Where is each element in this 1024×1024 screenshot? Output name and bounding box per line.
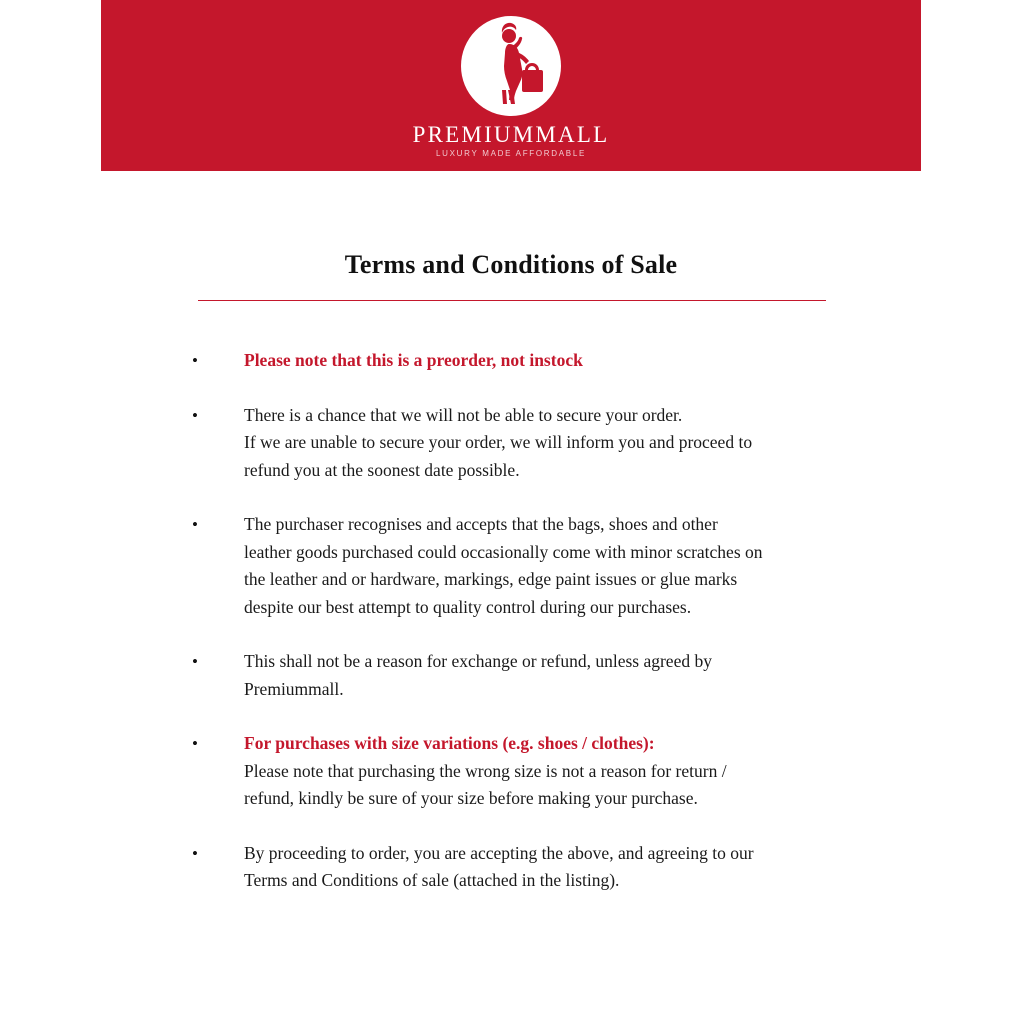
list-item: [190, 730, 870, 813]
brand-tagline: LUXURY MADE AFFORDABLE: [435, 149, 587, 158]
bullet-marker: •: [192, 405, 198, 425]
list-item-line: Please note that this is a preorder, not instock: [244, 350, 583, 370]
list-item-text: [244, 840, 870, 895]
list-item-text: [244, 511, 870, 621]
page-margin-right: [921, 0, 1024, 1024]
list-item-line: refund you at the soonest date possible.: [244, 459, 520, 480]
list-item: [190, 648, 870, 703]
list-item-text: [244, 730, 870, 813]
bullet-marker: •: [192, 515, 198, 534]
woman-with-handbag-icon: [461, 16, 561, 116]
list-item: [190, 840, 870, 895]
list-item-line: By proceeding to order, you are accepting the above, and agreeing to our: [244, 842, 754, 863]
list-item-line: This shall not be a reason for exchange or refund, unless agreed by: [244, 651, 712, 671]
list-item-line: Terms and Conditions of sale (attached in the listing).: [244, 870, 620, 890]
bullet-marker: •: [192, 734, 198, 753]
list-item-text: [244, 402, 870, 485]
list-item-line: The purchaser recognises and accepts that the bags, shoes and other: [244, 514, 718, 534]
brand-name: PREMIUMMALL: [412, 122, 610, 147]
terms-list: [190, 347, 870, 922]
list-item-text: [244, 347, 870, 375]
list-item-line: refund, kindly be sure of your size before making your purchase.: [244, 788, 698, 808]
list-item-line: Premiummall.: [244, 678, 344, 699]
list-item-line: Please note that purchasing the wrong size is not a reason for return /: [244, 760, 727, 781]
list-item: [190, 402, 870, 485]
title-divider: [198, 300, 826, 301]
brand-banner: [101, 0, 921, 171]
bullet-marker: •: [192, 843, 198, 863]
list-item-line: If we are unable to secure your order, we will inform you and proceed to: [244, 432, 753, 452]
list-item-line: despite our best attempt to quality control during our purchases.: [244, 596, 692, 617]
bullet-marker: •: [192, 652, 198, 671]
list-item-text: [244, 648, 870, 703]
brand-logo: [101, 16, 921, 158]
list-item: [190, 511, 870, 621]
list-item-heading: For purchases with size variations (e.g. shoes / clothes):: [244, 733, 655, 753]
page-margin-left: [0, 0, 101, 1024]
list-item: [190, 347, 870, 375]
page-title: Terms and Conditions of Sale: [344, 250, 678, 279]
list-item-line: the leather and or hardware, markings, edge paint issues or glue marks: [244, 569, 738, 589]
list-item-line: There is a chance that we will not be able to secure your order.: [244, 404, 683, 425]
list-item-line: leather goods purchased could occasionally come with minor scratches on: [244, 541, 763, 562]
bullet-marker: •: [192, 351, 198, 370]
